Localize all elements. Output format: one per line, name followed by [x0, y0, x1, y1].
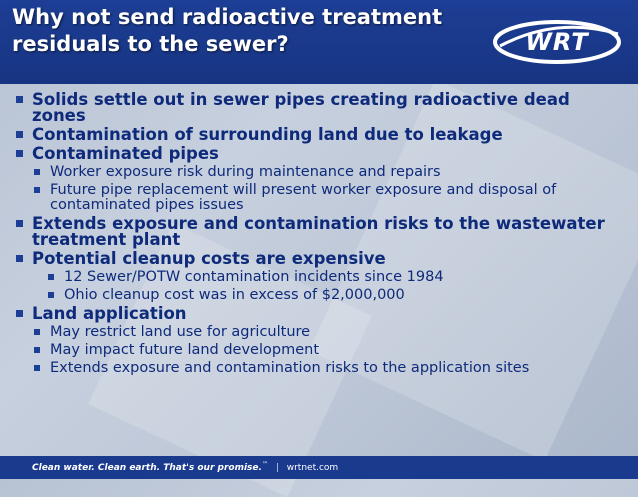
- bullet-item: [14, 216, 624, 248]
- bullet-item: [14, 146, 624, 162]
- footer: [32, 461, 338, 473]
- bullet-text: 12 Sewer/POTW contamination incidents since 1984: [64, 269, 444, 285]
- trademark-mark: ™: [261, 461, 268, 468]
- slide-title: Why not send radioactive treatment residuals to the sewer?: [12, 5, 443, 56]
- footer-website: wrtnet.com: [286, 463, 339, 473]
- bullet-text: Worker exposure risk during maintenance and repairs: [50, 164, 441, 180]
- bullet-text: Land application: [32, 304, 187, 323]
- footer-bar: [0, 456, 638, 479]
- sub-bullet-item: [14, 288, 624, 303]
- sub-bullet-item: [14, 183, 624, 213]
- bullet-item: [14, 127, 624, 143]
- logo-text: WRT: [525, 28, 589, 56]
- square-bullet-icon: [34, 347, 40, 353]
- bullet-item: [14, 306, 624, 322]
- square-bullet-icon: [48, 274, 54, 280]
- square-bullet-icon: [16, 96, 23, 103]
- square-bullet-icon: [34, 187, 40, 193]
- square-bullet-icon: [16, 220, 23, 227]
- title-bar: [0, 0, 638, 84]
- square-bullet-icon: [34, 329, 40, 335]
- square-bullet-icon: [16, 131, 23, 138]
- square-bullet-icon: [16, 150, 23, 157]
- sub-bullet-item: [14, 343, 624, 358]
- sub-bullet-item: [14, 270, 624, 285]
- bullet-item: [14, 251, 624, 267]
- wrt-logo: [488, 16, 626, 68]
- bullet-list: [14, 92, 624, 379]
- sub-bullet-item: [14, 361, 624, 376]
- footer-promise: Clean water. Clean earth. That's our promise.: [32, 463, 262, 473]
- square-bullet-icon: [34, 365, 40, 371]
- bullet-text: May impact future land development: [50, 342, 320, 358]
- bullet-text: Solids settle out in sewer pipes creating radioactive dead zones: [32, 90, 570, 125]
- bullet-item: [14, 92, 624, 124]
- square-bullet-icon: [16, 255, 23, 262]
- footer-separator: |: [275, 463, 279, 473]
- bullet-text: Potential cleanup costs are expensive: [32, 249, 386, 268]
- bullet-text: Extends exposure and contamination risks to the application sites: [50, 360, 530, 376]
- square-bullet-icon: [34, 169, 40, 175]
- bullet-text: May restrict land use for agriculture: [50, 324, 311, 340]
- bullet-text: Contaminated pipes: [32, 144, 219, 163]
- bullet-text: Future pipe replacement will present worker exposure and disposal of contaminated pipes issues: [50, 182, 557, 213]
- bullet-text: Contamination of surrounding land due to leakage: [32, 125, 503, 144]
- sub-bullet-item: [14, 325, 624, 340]
- square-bullet-icon: [48, 292, 54, 298]
- bullet-text: Extends exposure and contamination risks to the wastewater treatment plant: [32, 214, 605, 249]
- sub-bullet-item: [14, 165, 624, 180]
- square-bullet-icon: [16, 310, 23, 317]
- bullet-text: Ohio cleanup cost was in excess of $2,000,000: [64, 287, 405, 303]
